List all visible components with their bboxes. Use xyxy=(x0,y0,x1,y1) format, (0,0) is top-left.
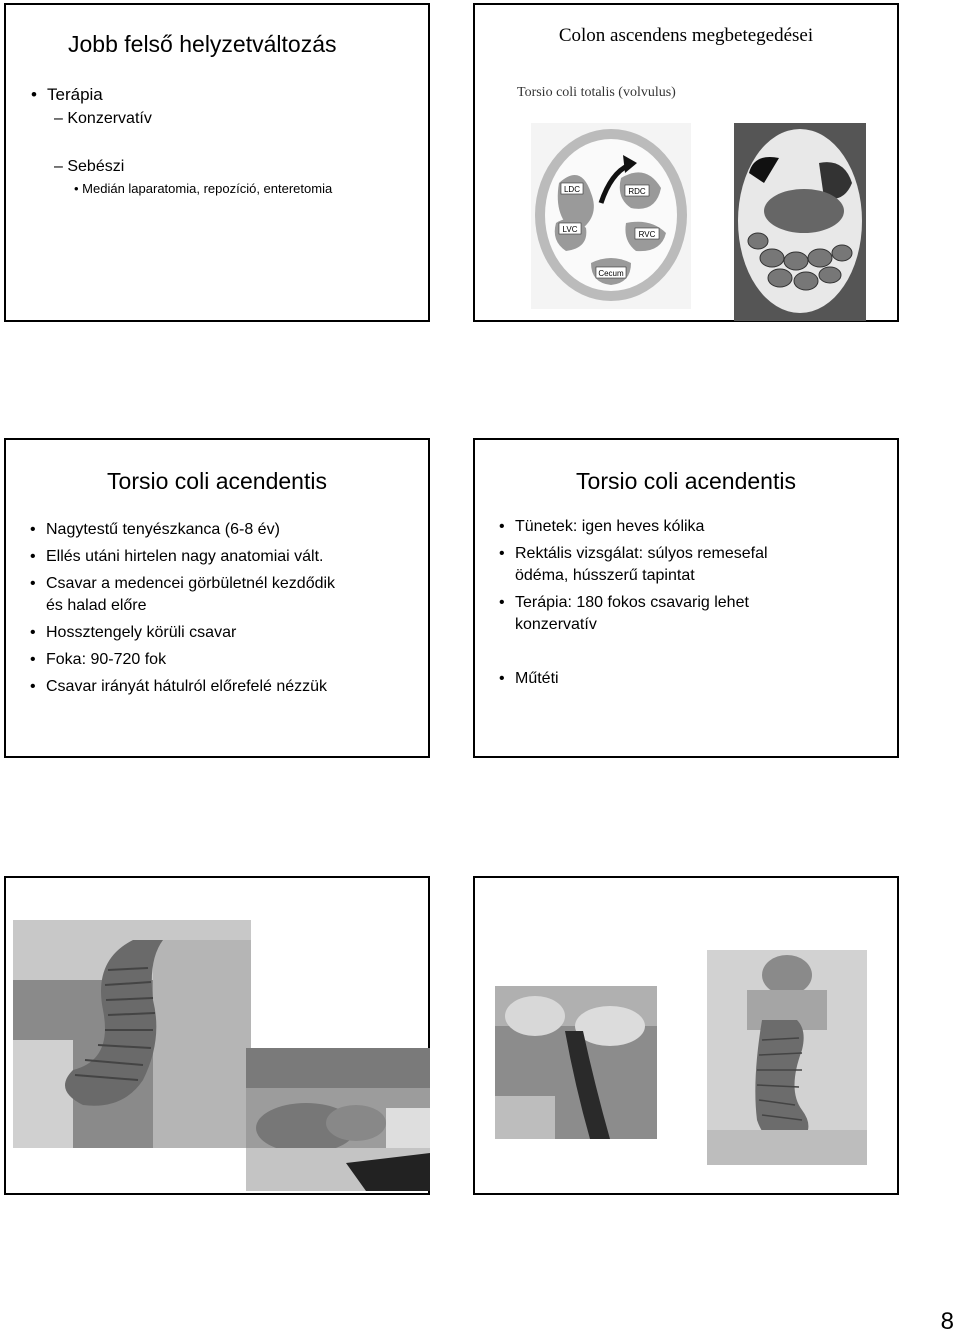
bullet-list xyxy=(30,516,335,700)
photo-colon-on-table xyxy=(707,950,867,1165)
slide-title: Jobb felső helyzetváltozás xyxy=(68,31,337,57)
dash-surgical: – Sebészi xyxy=(54,158,125,175)
bullet-item: • Ellés utáni hirtelen nagy anatomiai vált. xyxy=(30,548,324,565)
slide-title: Colon ascendens megbetegedései xyxy=(558,25,814,46)
bullet-item: • Csavar a medencei görbületnél kezdődik és halad előre xyxy=(30,575,336,614)
label-cecum: Cecum xyxy=(598,269,624,278)
bullet-item: • Hossztengely körüli csavar xyxy=(30,624,237,641)
bullet-item: • Tünetek: igen heves kólika xyxy=(499,518,705,535)
bullet-therapy: • Terápia xyxy=(31,85,103,104)
slide-right-displacement xyxy=(4,3,430,322)
volvulus-illustration xyxy=(734,123,866,321)
slide-title: Torsio coli acendentis xyxy=(107,468,327,494)
bullet-list xyxy=(499,516,768,690)
label-rvc: RVC xyxy=(638,230,656,239)
bullet-item: • Terápia: 180 fokos csavarig lehet konzervatív xyxy=(499,594,749,633)
surgery-photo-colon xyxy=(13,920,251,1148)
slide-torsio-coli-1 xyxy=(4,438,430,758)
label-rdc: RDC xyxy=(628,187,646,196)
slide-torsio-coli-2 xyxy=(473,438,899,758)
volvulus-cross-section-diagram xyxy=(531,123,691,309)
page-number: 8 xyxy=(940,1308,954,1335)
photo-rectal-tube xyxy=(495,986,657,1139)
bullet-item: • Rektális vizsgálat: súlyos remesefal ödéma, hússzerű tapintat xyxy=(499,545,768,584)
slide-surgery-photos-2 xyxy=(473,876,899,1195)
slide-subtitle: Torsio coli totalis (volvulus) xyxy=(517,85,676,100)
label-ldc: LDC xyxy=(563,185,581,194)
bullet-item: • Nagytestű tenyészkanca (6-8 év) xyxy=(30,521,280,538)
slide-surgery-photos-1 xyxy=(4,876,430,1195)
label-lvc: LVC xyxy=(562,225,578,234)
surgery-photo-intestine xyxy=(246,1048,430,1191)
bullet-item: • Csavar irányát hátulról előrefelé nézzük xyxy=(30,678,328,695)
bullet-list xyxy=(31,85,103,105)
bullet-item: • Foka: 90-720 fok xyxy=(30,651,167,668)
slide-title: Torsio coli acendentis xyxy=(576,468,796,494)
sub-bullet: • Medián laparatomia, repozíció, enteretomia xyxy=(74,181,333,196)
dash-conservative: – Konzervatív xyxy=(54,110,152,127)
slide-colon-ascendens xyxy=(473,3,899,322)
bullet-item: • Műtéti xyxy=(499,670,559,687)
